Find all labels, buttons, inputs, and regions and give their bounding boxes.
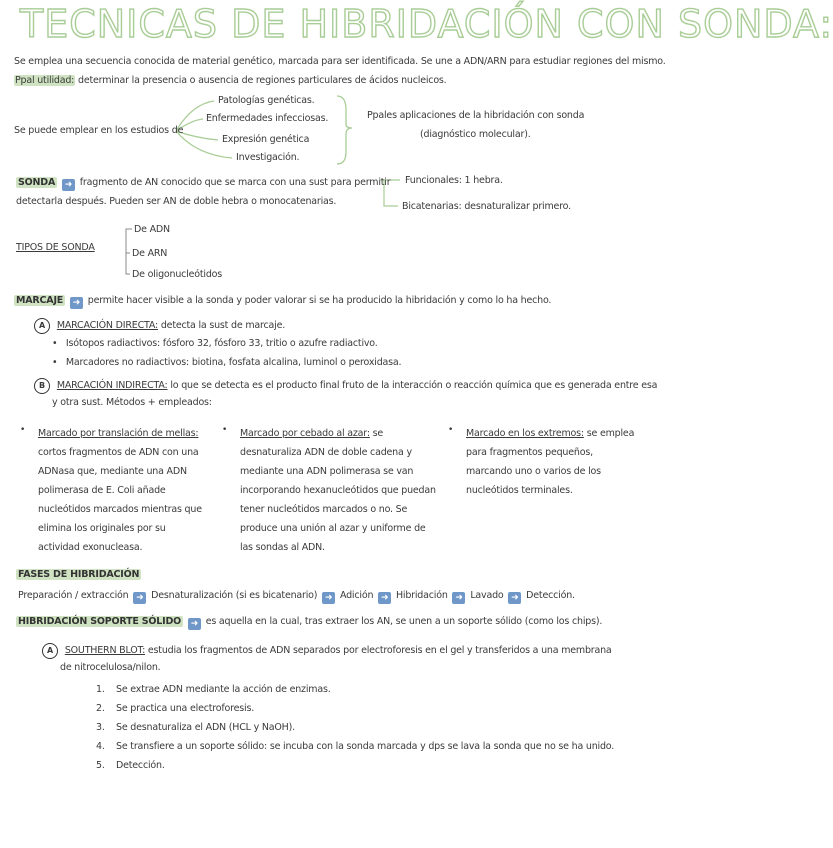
step-number: 4. xyxy=(96,741,105,752)
utilidad-label: Ppal utilidad: xyxy=(15,75,75,86)
arrow-right-icon: ➜ xyxy=(133,592,146,604)
marcaje-label: MARCAJE xyxy=(16,295,64,306)
indirecta-label: MARCACIÓN INDIRECTA: xyxy=(56,380,168,391)
directa-item: Isótopos radiactivos: fósforo 32, fósforo 33, tritio o azufre radiactivo. xyxy=(65,338,378,349)
estudios-item: Enfermedades infecciosas. xyxy=(206,113,329,124)
arrow-right-icon: ➜ xyxy=(508,592,521,604)
soporte-line xyxy=(16,616,602,630)
list-item xyxy=(96,760,165,771)
directa-item: Marcadores no radiactivos: biotina, fosfata alcalina, luminol o peroxidasa. xyxy=(65,357,402,368)
step-text: Se practica una electroforesis. xyxy=(116,703,255,714)
fase-step: Detección. xyxy=(526,590,575,601)
tipos-item: De ARN xyxy=(132,248,168,259)
soporte-label: HIBRIDACIÓN SOPORTE SÓLIDO xyxy=(18,616,182,627)
fase-step: Lavado xyxy=(470,590,504,601)
metodo-text: cortos fragmentos de ADN con una ADNasa que, mediante una ADN polimerasa de E. Coli añade nucleótidos marcados mientras que elimina los originales por su actividad exonucleasa. xyxy=(38,447,202,553)
list-item: • Isótopos radiactivos: fósforo 32, fósforo 33, tritio o azufre radiactivo. xyxy=(52,338,378,349)
page-title: TECNICAS DE HIBRIDACIÓN CON SONDA: xyxy=(20,2,833,46)
estudios-label: Se puede emplear en los estudios de xyxy=(14,125,184,136)
metodo-label: Marcado por cebado al azar: xyxy=(240,428,370,439)
arrow-right-icon: ➜ xyxy=(188,618,201,630)
indirecta-text2: y otra sust. Métodos + empleados: xyxy=(52,397,212,408)
marcaje-text: permite hacer visible a la sonda y poder valorar si se ha producido la hibridación y como lo ha hecho. xyxy=(87,295,552,306)
metodo-label: Marcado por translación de mellas: xyxy=(38,428,199,439)
utilidad-text: determinar la presencia o ausencia de regiones particulares de ácidos nucleicos. xyxy=(78,75,447,86)
tipos-label: TIPOS DE SONDA xyxy=(16,242,95,253)
step-text: Detección. xyxy=(116,760,165,771)
indirecta-text1: lo que se detecta es el producto final fruto de la interacción o reacción química que es generada entre esa xyxy=(170,380,658,391)
southern-label: SOUTHERN BLOT: xyxy=(64,645,146,656)
metodo-text: se emplea para fragmentos pequeños, marcando uno o varios de los nucleótidos terminales. xyxy=(466,428,635,496)
arrow-right-icon: ➜ xyxy=(322,592,335,604)
marker-a-icon: A xyxy=(42,643,58,659)
arrow-right-icon: ➜ xyxy=(452,592,465,604)
intro-line: Se emplea una secuencia conocida de material genético, marcada para ser identificada. Se une a ADN/ARN para estudiar regiones del mismo. xyxy=(14,56,666,67)
fase-step: Hibridación xyxy=(395,590,448,601)
tipos-item: De oligonucleótidos xyxy=(132,269,223,280)
step-text: Se extrae ADN mediante la acción de enzimas. xyxy=(116,684,331,695)
list-item xyxy=(96,684,331,695)
sonda-text1: fragmento de AN conocido que se marca con una sust para permitir xyxy=(79,177,391,188)
fase-step: Adición xyxy=(339,590,374,601)
metodo-text: se desnaturaliza ADN de doble cadena y mediante una ADN polimerasa se van incorporando hexanucleótidos que puedan tener nucleótidos marcados o no. Se produce una unión al azar y uniforme de las sondas al ADN. xyxy=(240,428,436,553)
sonda-line1 xyxy=(16,177,390,191)
directa-label: MARCACIÓN DIRECTA: xyxy=(56,320,159,331)
sonda-label: SONDA xyxy=(18,177,56,188)
metodo-block xyxy=(38,424,208,557)
tipos-item: De ADN xyxy=(134,224,170,235)
fase-step: Preparación / extracción xyxy=(18,590,129,601)
estudios-item: Investigación. xyxy=(236,152,300,163)
directa-line xyxy=(34,318,285,334)
metodo-label: Marcado en los extremos: xyxy=(466,428,584,439)
aplicaciones-line1: Ppales aplicaciones de la hibridación con sonda xyxy=(367,110,585,121)
marker-a-icon: A xyxy=(34,318,50,334)
aplicaciones-line2: (diagnóstico molecular). xyxy=(420,129,531,140)
list-item: • Marcadores no radiactivos: biotina, fosfata alcalina, luminol o peroxidasa. xyxy=(52,357,402,368)
utilidad-line xyxy=(14,75,447,86)
sonda-text2: detectarla después. Pueden ser AN de doble hebra o monocatenarias. xyxy=(16,196,337,207)
fase-step: Desnaturalización (si es bicatenario) xyxy=(151,590,318,601)
indirecta-line xyxy=(34,378,657,394)
fases-label: FASES DE HIBRIDACIÓN xyxy=(18,569,140,580)
southern-text2: de nitrocelulosa/nilon. xyxy=(60,662,161,673)
arrow-right-icon: ➜ xyxy=(62,179,75,191)
marker-b-icon: B xyxy=(34,378,50,394)
estudios-item: Patologías genéticas. xyxy=(218,95,315,106)
step-number: 3. xyxy=(96,722,105,733)
step-text: Se desnaturaliza el ADN (HCL y NaOH). xyxy=(116,722,295,733)
step-number: 1. xyxy=(96,684,105,695)
fases-flow xyxy=(18,590,575,604)
list-item xyxy=(96,703,254,714)
estudios-item: Expresión genética xyxy=(222,134,310,145)
step-text: Se transfiere a un soporte sólido: se incuba con la sonda marcada y dps se lava la sonda que no se ha unido. xyxy=(116,741,615,752)
step-number: 2. xyxy=(96,703,105,714)
metodo-block xyxy=(240,424,436,557)
arrow-right-icon: ➜ xyxy=(70,297,83,309)
list-item xyxy=(96,741,614,752)
directa-text: detecta la sust de marcaje. xyxy=(160,320,286,331)
soporte-text: es aquella en la cual, tras extraer los AN, se unen a un soporte sólido (como los chips). xyxy=(205,616,603,627)
southern-line xyxy=(42,643,612,659)
sonda-bicatenarias: Bicatenarias: desnaturalizar primero. xyxy=(402,201,571,212)
fases-heading xyxy=(16,569,141,580)
sonda-funcionales: Funcionales: 1 hebra. xyxy=(405,175,503,186)
step-number: 5. xyxy=(96,760,105,771)
marcaje-line xyxy=(14,295,551,309)
arrow-right-icon: ➜ xyxy=(378,592,391,604)
southern-text1: estudia los fragmentos de ADN separados por electroforesis en el gel y transferidos a una membrana xyxy=(147,645,612,656)
list-item xyxy=(96,722,295,733)
metodo-block xyxy=(466,424,636,500)
